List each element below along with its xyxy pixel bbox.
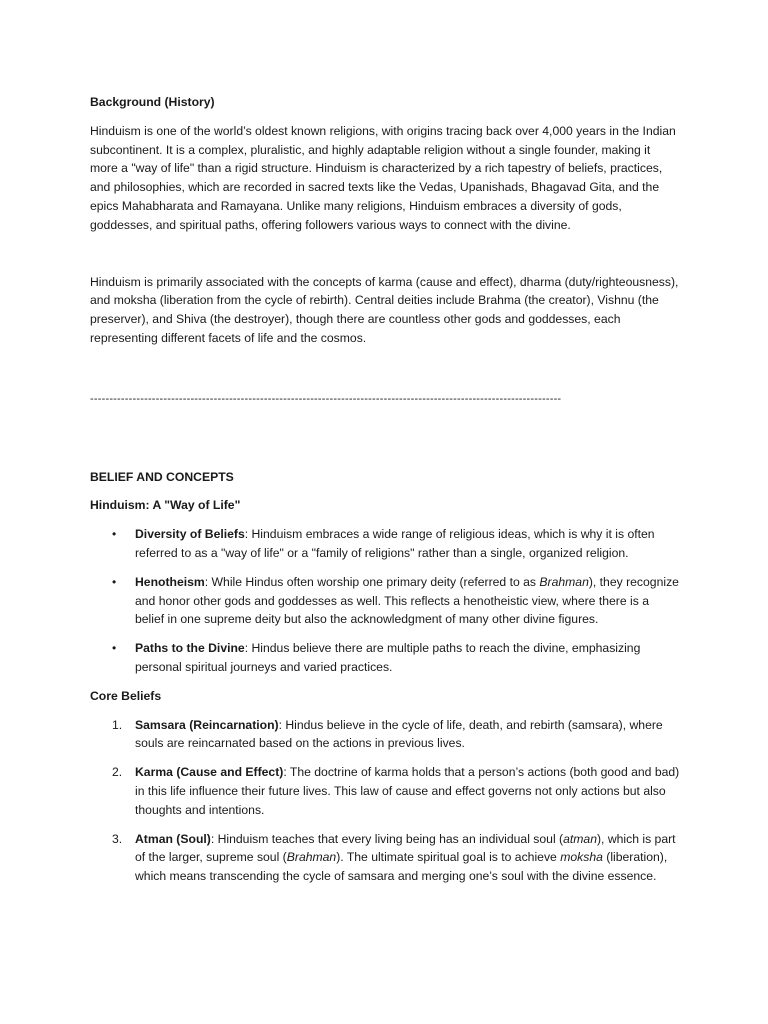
spacer — [90, 409, 680, 468]
item-term: Karma (Cause and Effect) — [135, 765, 284, 780]
dashed-separator: -------------------------------------------------------------------------------------------------------------------------- — [90, 392, 562, 405]
item-italic: Brahman — [286, 850, 337, 865]
bullet-term: Henotheism — [135, 574, 205, 589]
bullet-text: : Hinduism embraces a wide range of religious ideas, which is why it is often referred to as a "way of life" or a "family of religions" rather than a single, organized religion. — [135, 527, 655, 560]
item-text: : The doctrine of karma holds that a person’s actions (both good and bad) in this life influence their future lives. This law of cause and effect governs not only actions but also thoughts and intentions. — [135, 765, 680, 817]
background-paragraph-2: Hinduism is primarily associated with the concepts of karma (cause and effect), dharma (duty/righteousness), and moksha (liberation from the cycle of rebirth). Central deities include Brahma (the creator), Vishnu (the preserver), and Shiva (the destroyer), though there are countless other gods and goddesses, each representing different facets of life and the cosmos. — [90, 274, 679, 345]
item-italic: atman — [563, 831, 597, 846]
item-italic: moksha — [560, 850, 603, 865]
item-text: : Hinduism teaches that every living being has an individual soul ( — [210, 831, 564, 846]
item-text: ), which is part of the larger, supreme soul ( — [135, 831, 676, 865]
core-beliefs-list — [90, 716, 680, 886]
item-text: : Hindus believe in the cycle of life, death, and rebirth (samsara), where souls are reincarnated based on the actions in previous lives. — [135, 717, 663, 751]
list-item — [90, 716, 680, 754]
list-item — [90, 830, 680, 886]
item-text: ). The ultimate spiritual goal is to achieve — [336, 850, 561, 865]
beliefs-heading: BELIEF AND CONCEPTS — [90, 469, 234, 484]
bullet-term: Diversity of Beliefs — [135, 527, 245, 542]
list-item — [90, 763, 680, 819]
list-number: 1. — [112, 717, 123, 732]
item-text: (liberation), which means transcending the cycle of samsara and merging one’s soul with the divine essence. — [135, 850, 668, 884]
bullet-text: : Hindus believe there are multiple paths to reach the divine, emphasizing personal spiritual journeys and varied practices. — [135, 641, 641, 674]
bullet-term: Paths to the Divine — [135, 641, 245, 656]
list-item — [90, 639, 680, 677]
background-heading: Background (History) — [90, 95, 215, 109]
bullet-icon: • — [112, 527, 117, 542]
list-item — [90, 573, 680, 629]
bullet-icon: • — [112, 641, 117, 656]
list-number: 2. — [112, 765, 123, 780]
list-item — [90, 525, 680, 563]
core-beliefs-heading: Core Beliefs — [90, 688, 162, 703]
way-of-life-subheading: Hinduism: A "Way of Life" — [90, 498, 241, 513]
spacer — [90, 245, 680, 273]
bullet-italic: Brahman — [539, 574, 589, 589]
list-number: 3. — [112, 831, 123, 846]
item-term: Samsara (Reincarnation) — [135, 717, 279, 732]
bullet-text: ), they recognize and honor other gods and goddesses as well. This reflects a henotheistic view, where there is a belief in one supreme deity but also the acknowledgment of many other divine figures. — [135, 574, 679, 627]
bullet-text: : While Hindus often worship one primary deity (referred to as — [204, 574, 540, 589]
document-page — [90, 93, 680, 896]
background-paragraph-1: Hinduism is one of the world’s oldest known religions, with origins tracing back over 4,000 years in the Indian subcontinent. It is a complex, pluralistic, and highly adaptable religion without a single founder, making it more a "way of life" than a rigid structure. Hinduism is characterized by a rich tapestry of beliefs, practices, and philosophies, which are recorded in sacred texts like the Vedas, Upanishads, Bhagavad Gita, and the epics Mahabharata and Ramayana. Unlike many religions, Hinduism embraces a diversity of gods, goddesses, and spiritual paths, offering followers various ways to connect with the divine. — [90, 123, 676, 232]
beliefs-bullet-list — [90, 525, 680, 677]
bullet-icon: • — [112, 574, 117, 589]
item-term: Atman (Soul) — [135, 831, 211, 846]
spacer — [90, 358, 680, 386]
